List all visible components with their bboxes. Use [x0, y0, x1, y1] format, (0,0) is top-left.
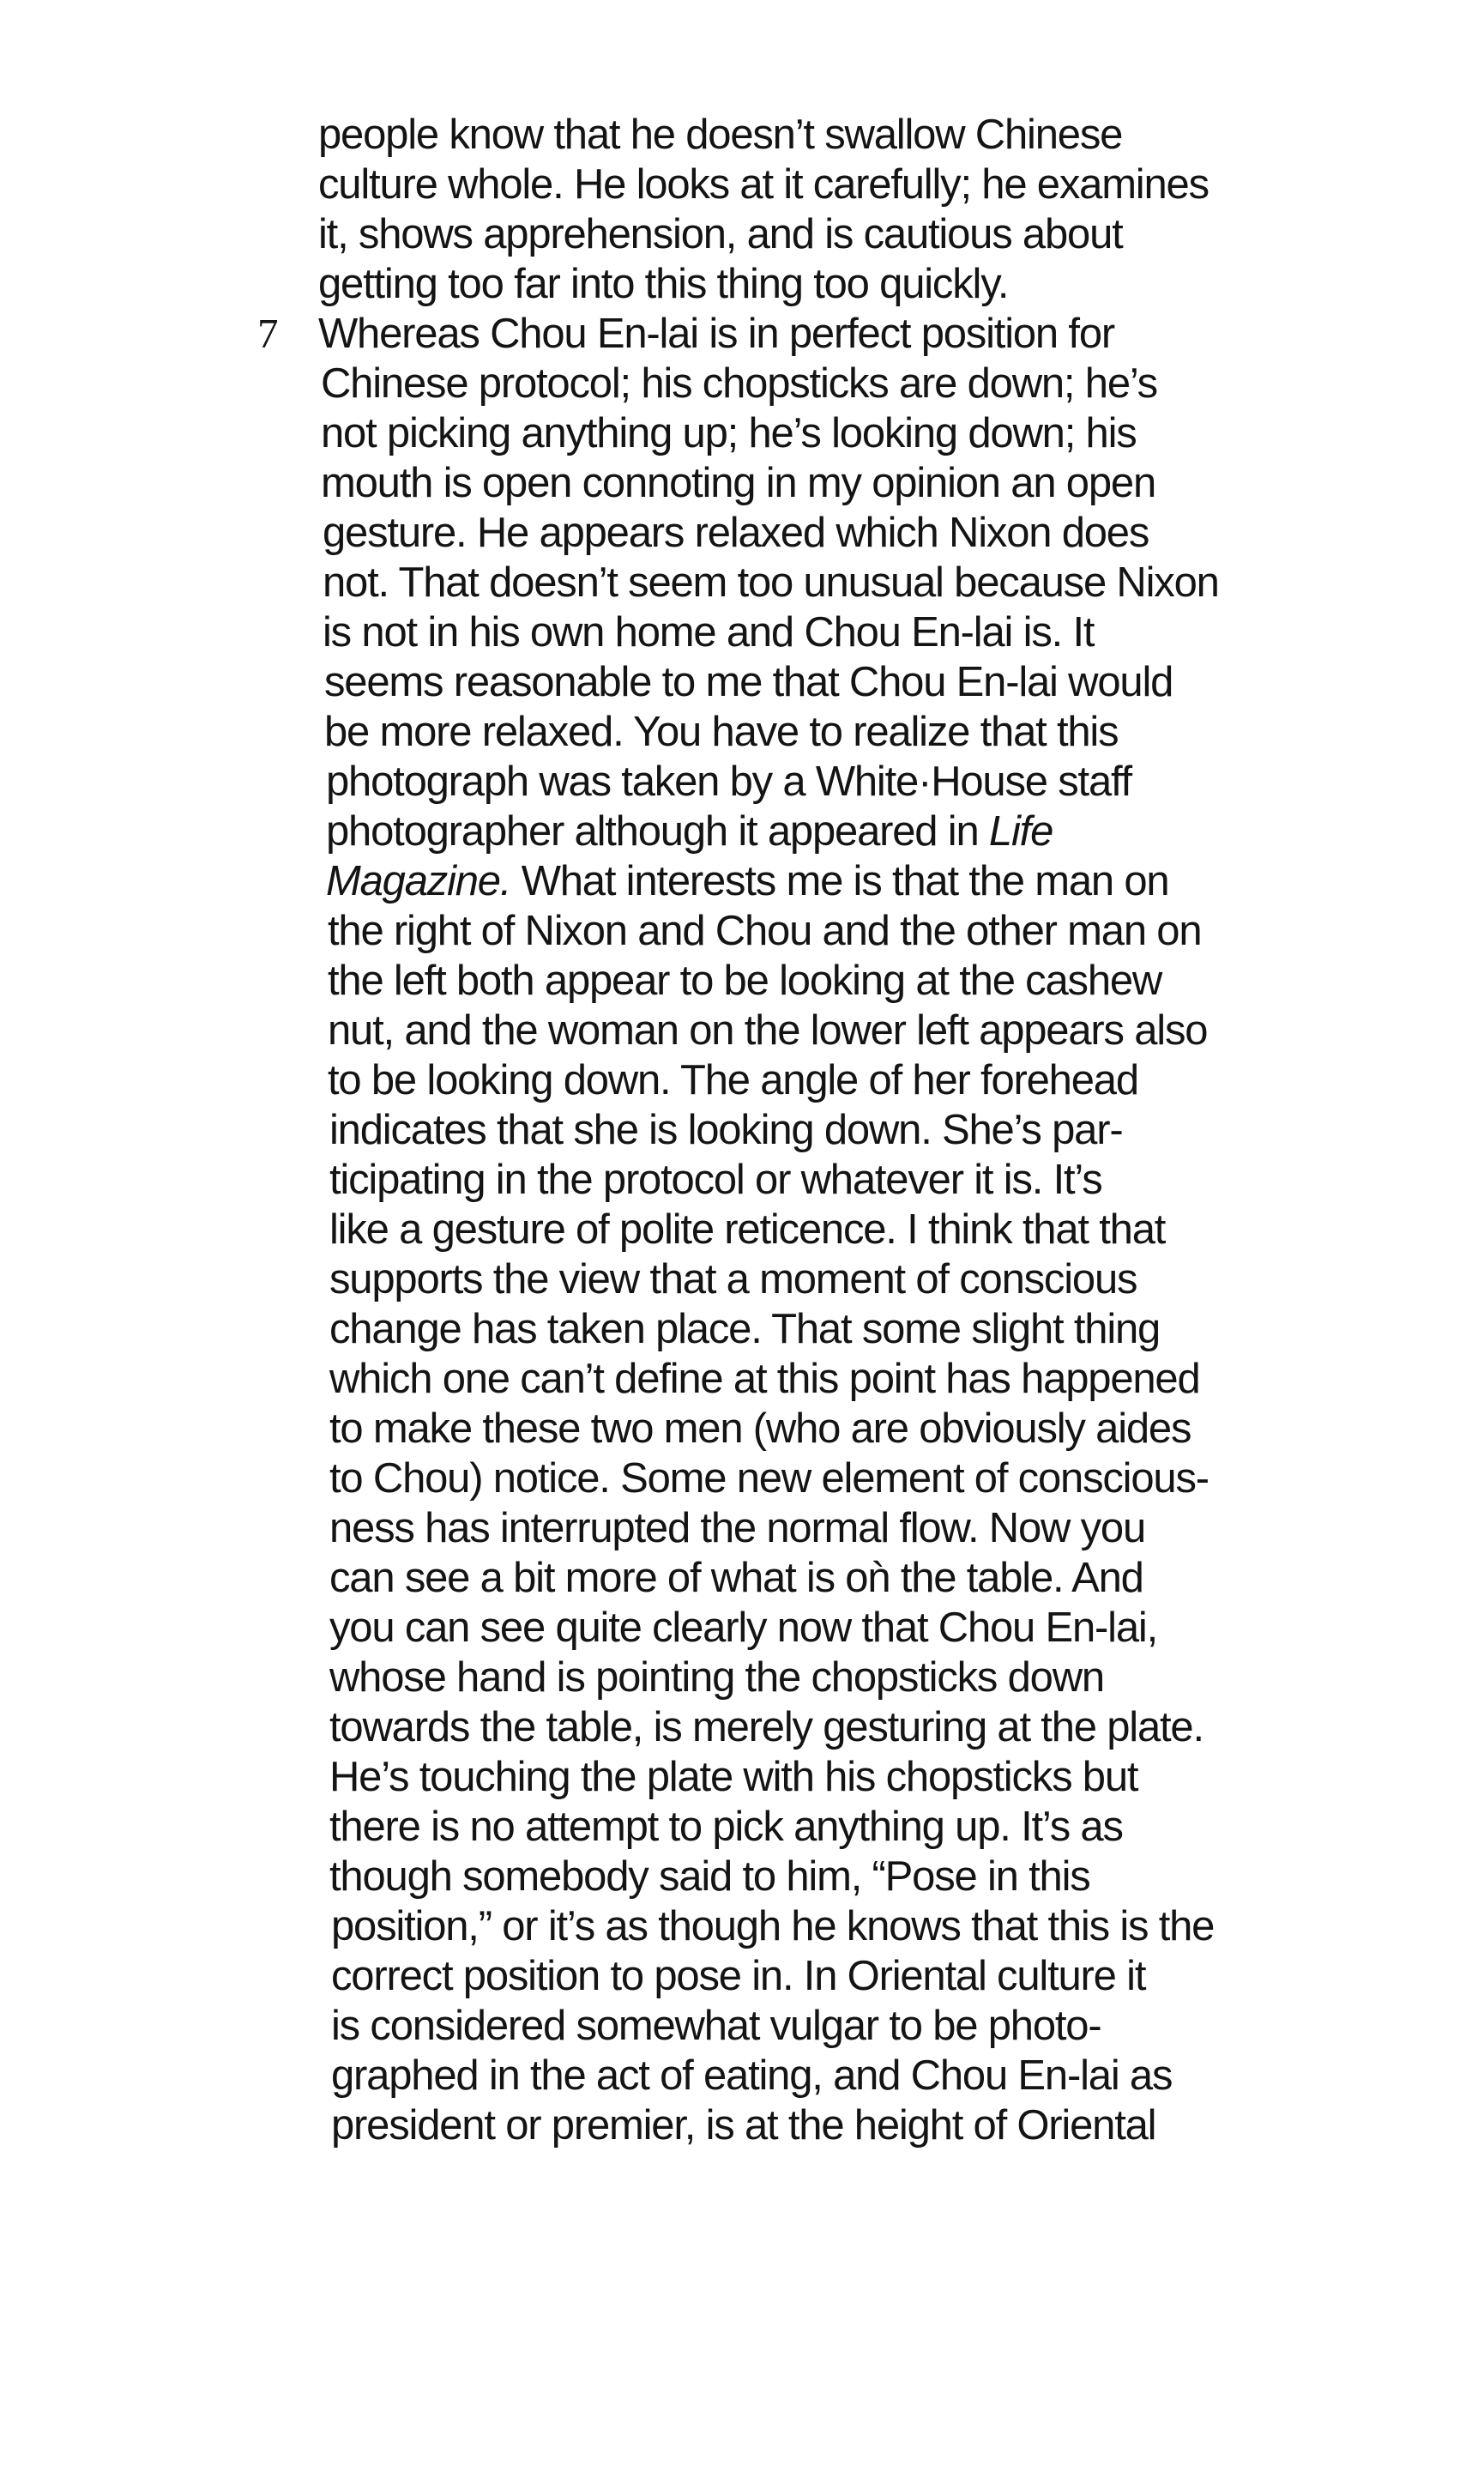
text-run: photographer although it appeared in — [326, 808, 979, 855]
text-line-7: not picking anything up; he’s looking down; his — [321, 410, 1137, 456]
text-line-1: people know that he doesn’t swallow Chinese — [318, 112, 1123, 158]
text-line-37: position,” or it’s as though he knows that this is the — [331, 1903, 1215, 1949]
italic-text: Magazine. — [326, 858, 511, 904]
text-line-11: is not in his own home and Chou En-lai is. It — [323, 609, 1095, 656]
text-line-28: to Chou) notice. Some new element of conscious- — [329, 1455, 1209, 1502]
text-line-39: is considered somewhat vulgar to be photo- — [331, 2003, 1101, 2049]
text-line-27: to make these two men (who are obviously aides — [329, 1405, 1191, 1452]
text-line-5: Whereas Chou En-lai is in perfect position for — [318, 311, 1114, 357]
text-line-19: nut, and the woman on the lower left appears also — [328, 1007, 1208, 1054]
text-line-13: be more relaxed. You have to realize that this — [324, 709, 1119, 755]
text-line-33: towards the table, is merely gesturing at the plate. — [329, 1704, 1203, 1750]
text-line-22: ticipating in the protocol or whatever it is. It’s — [329, 1157, 1102, 1203]
text-line-35: there is no attempt to pick anything up. It’s as — [329, 1804, 1123, 1850]
text-line-16 — [326, 856, 1168, 906]
text-line-2: culture whole. He looks at it carefully; he examines — [318, 161, 1209, 208]
text-line-12: seems reasonable to me that Chou En-lai would — [324, 659, 1173, 705]
text-line-24: supports the view that a moment of conscious — [329, 1256, 1137, 1303]
italic-text: Life — [988, 808, 1053, 855]
text-line-31: you can see quite clearly now that Chou En-lai, — [329, 1605, 1158, 1651]
text-line-10: not. That doesn’t seem too unusual because Nixon — [323, 559, 1219, 606]
text-line-41: president or premier, is at the height of Oriental — [331, 2102, 1156, 2149]
paragraph-number: 7 — [257, 310, 279, 357]
text-line-18: the left both appear to be looking at the cashew — [328, 958, 1162, 1004]
text-line-4: getting too far into this thing too quickly. — [318, 261, 1009, 307]
text-line-26: which one can’t define at this point has happened — [329, 1356, 1200, 1402]
text-line-25: change has taken place. That some slight thing — [329, 1306, 1161, 1352]
text-line-14: photograph was taken by a White·House staff — [326, 759, 1131, 805]
text-line-38: correct position to pose in. In Oriental culture it — [331, 1953, 1146, 1999]
text-line-23: like a gesture of polite reticence. I think that that — [329, 1206, 1166, 1253]
text-line-30: can see a bit more of what is oǹ the table. And — [329, 1555, 1143, 1601]
text-line-32: whose hand is pointing the chopsticks down — [329, 1654, 1104, 1701]
text-line-8: mouth is open connoting in my opinion an open — [321, 460, 1155, 506]
text-line-6: Chinese protocol; his chopsticks are down; he’s — [321, 360, 1157, 407]
text-line-20: to be looking down. The angle of her forehead — [328, 1057, 1138, 1103]
text-line-29: ness has interrupted the normal flow. Now you — [329, 1505, 1146, 1551]
text-line-36: though somebody said to him, “Pose in this — [329, 1853, 1090, 1900]
text-line-9: gesture. He appears relaxed which Nixon does — [323, 510, 1149, 556]
text-run: What interests me is that the man on — [510, 858, 1169, 904]
text-line-15 — [326, 807, 1053, 856]
text-line-34: He’s touching the plate with his chopsticks but — [329, 1754, 1138, 1800]
text-line-40: graphed in the act of eating, and Chou En-lai as — [331, 2052, 1173, 2099]
text-line-3: it, shows apprehension, and is cautious about — [318, 211, 1123, 257]
text-line-21: indicates that she is looking down. She’s par- — [329, 1107, 1123, 1153]
text-line-17: the right of Nixon and Chou and the other man on — [328, 908, 1202, 954]
